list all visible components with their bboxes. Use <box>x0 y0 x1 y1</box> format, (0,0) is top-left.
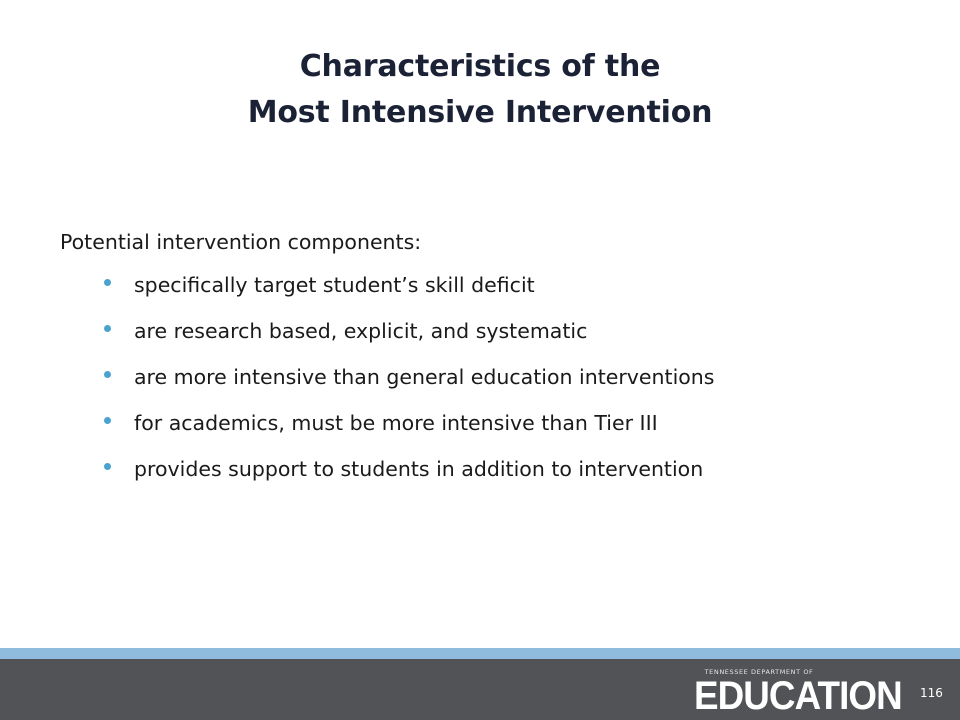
bullet-dot-icon <box>104 279 111 286</box>
page-number: 116 <box>920 686 943 700</box>
bullet-text: are more intensive than general education interventions <box>134 365 715 389</box>
footer-accent-stripe <box>0 648 960 659</box>
bullet-dot-icon <box>104 325 111 332</box>
slide-title <box>60 44 900 136</box>
title-line-1: Characteristics of the <box>299 49 661 84</box>
bullet-text: for academics, must be more intensive than Tier III <box>134 411 658 435</box>
logo-department-text: TENNESSEE DEPARTMENT OF <box>704 668 814 676</box>
logo-education-text: EDUCATION <box>694 674 902 718</box>
education-logo <box>694 668 906 716</box>
bullet-item <box>104 362 714 408</box>
bullet-text: provides support to students in addition to intervention <box>134 457 704 481</box>
bullet-item <box>104 454 714 500</box>
bullet-text: specifically target student’s skill deficit <box>134 273 535 297</box>
bullet-list <box>104 270 714 500</box>
bullet-item <box>104 316 714 362</box>
intro-text: Potential intervention components: <box>60 230 422 254</box>
bullet-dot-icon <box>104 463 111 470</box>
title-line-2: Most Intensive Intervention <box>247 95 713 130</box>
bullet-item <box>104 408 714 454</box>
bullet-dot-icon <box>104 371 111 378</box>
bullet-text: are research based, explicit, and systematic <box>134 319 588 343</box>
bullet-item <box>104 270 714 316</box>
bullet-dot-icon <box>104 417 111 424</box>
